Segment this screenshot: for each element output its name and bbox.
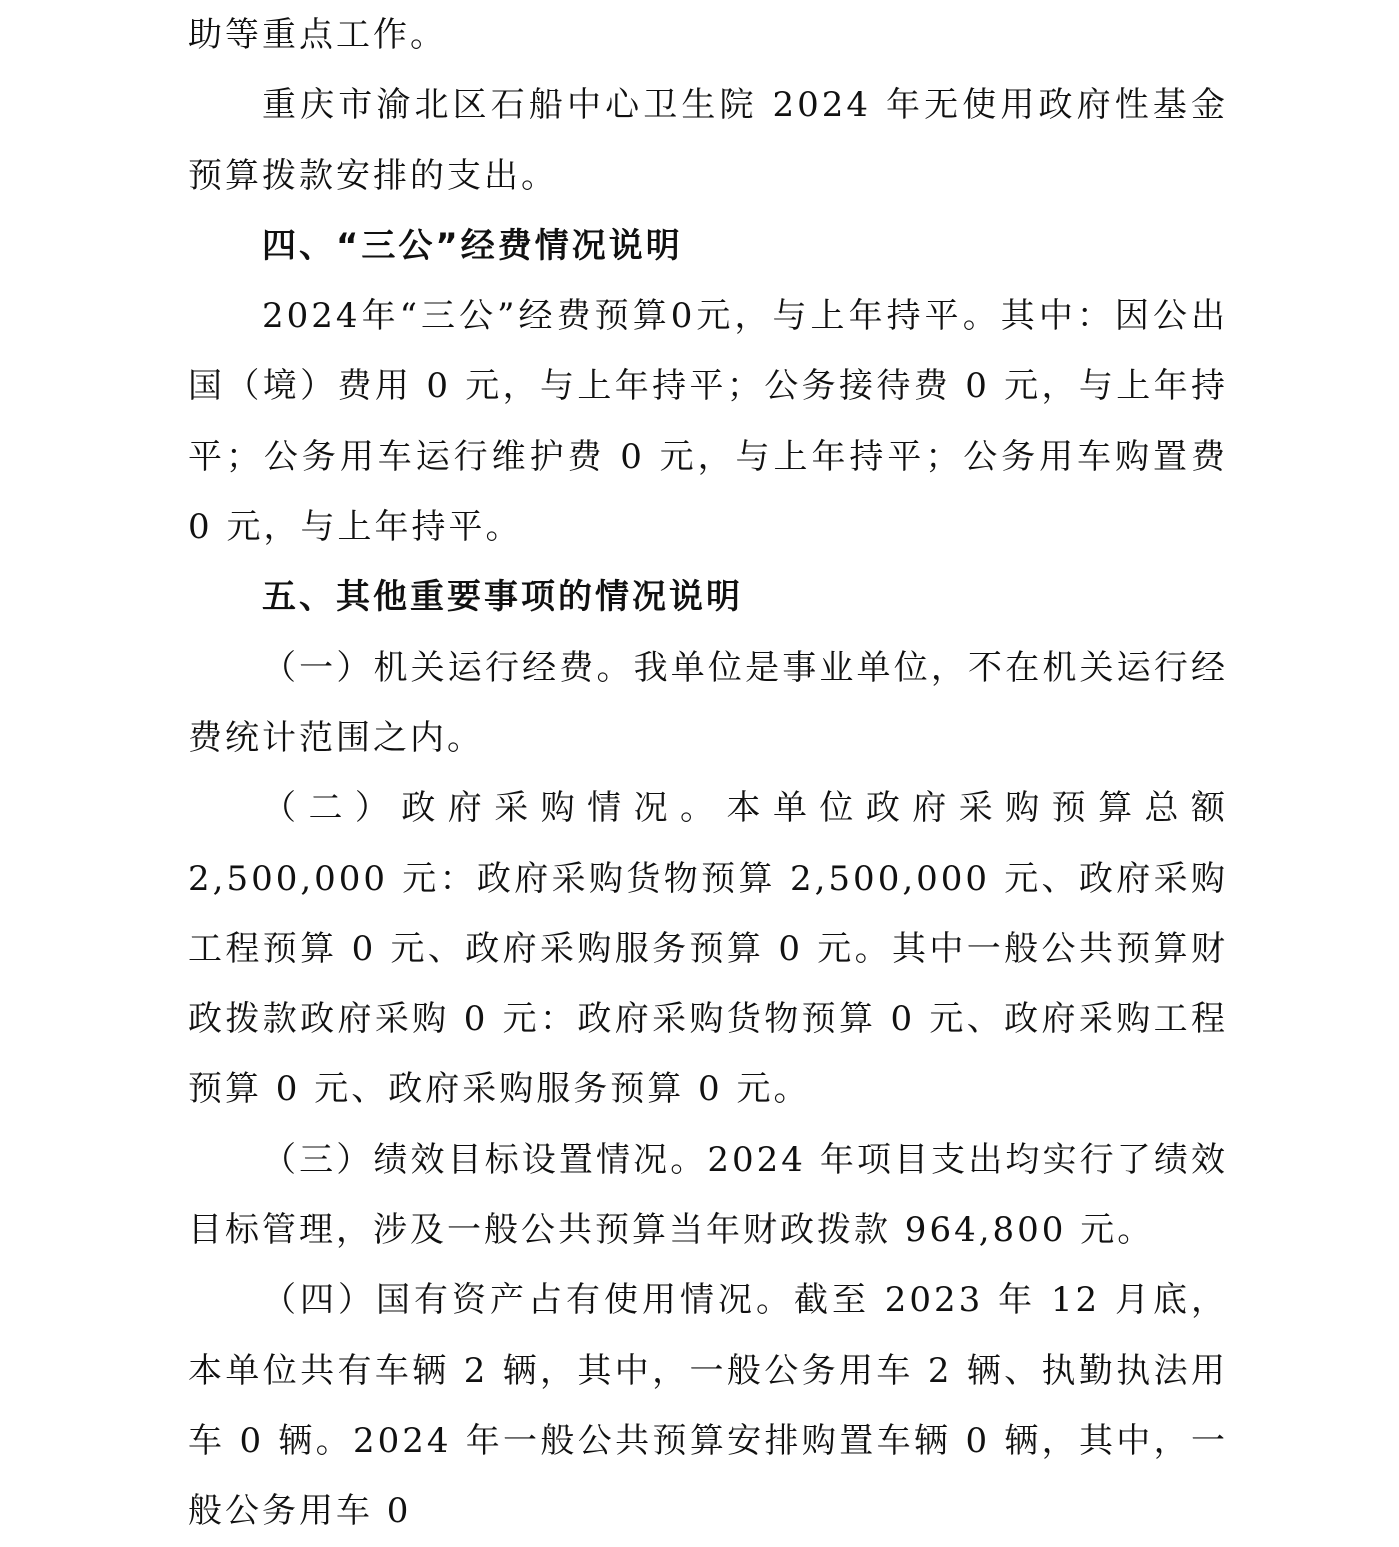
heading-three-public-expenses: 四、“三公”经费情况说明 (262, 225, 683, 266)
heading-other-matters: 五、其他重要事项的情况说明 (262, 577, 743, 618)
paragraph-three-public-expenses: 2024年“三公”经费预算0元，与上年持平。其中：因公出国（境）费用 0 元，与上年持平；公务接待费 0 元，与上年持平；公务用车运行维护费 0 元，与上年持平；公务用车购置费 0 元，与上年持平。 (188, 296, 1228, 548)
paragraph-continuation: 助等重点工作。 (188, 15, 447, 55)
paragraph-government-fund: 重庆市渝北区石船中心卫生院 2024 年无使用政府性基金预算拨款安排的支出。 (188, 85, 1228, 196)
paragraph-performance-targets: （三）绩效目标设置情况。2024 年项目支出均实行了绩效目标管理，涉及一般公共预算当年财政拨款 964,800 元。 (188, 1139, 1228, 1251)
paragraph-state-assets: （四）国有资产占有使用情况。截至 2023 年 12 月底，本单位共有车辆 2 辆，其中，一般公务用车 2 辆、执勤执法用车 0 辆。2024 年一般公共预算安排购置车辆 0 辆，其中，一般公务用车 0 (188, 1280, 1228, 1532)
paragraph-government-procurement: （二）政府采购情况。本单位政府采购预算总额 2,500,000 元：政府采购货物预算 2,500,000 元、政府采购工程预算 0 元、政府采购服务预算 0 元。其中一般公共预算财政拨款政府采购 0 元：政府采购货物预算 0 元、政府采购工程预算 0 元、政府采购服务预算 0 元。 (188, 788, 1228, 1110)
paragraph-operating-expenses: （一）机关运行经费。我单位是事业单位，不在机关运行经费统计范围之内。 (188, 647, 1228, 758)
document-page (188, 0, 1228, 1547)
